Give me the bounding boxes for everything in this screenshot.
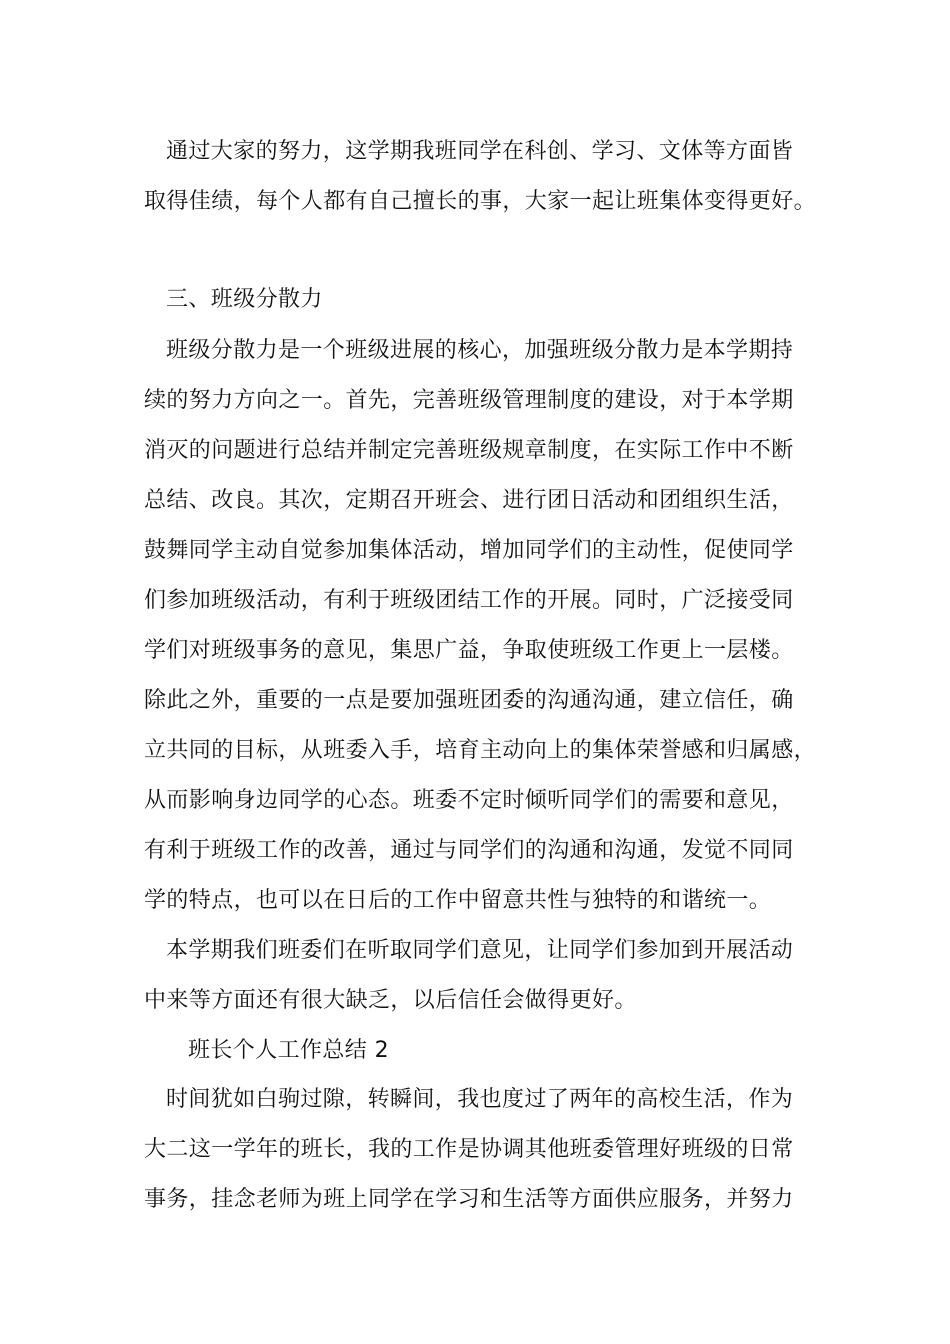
paragraph-line: 鼓舞同学主动自觉参加集体活动，增加同学们的主动性，促使同学 [144, 538, 794, 563]
paragraph-line: 大二这一学年的班长，我的工作是协调其他班委管理好班级的日常 [144, 1137, 794, 1162]
paragraph-line: 学的特点，也可以在日后的工作中留意共性与独特的和谐统一。 [144, 888, 772, 913]
paragraph-line: 立共同的目标，从班委入手，培育主动向上的集体荣誉感和归属感， [144, 738, 817, 763]
paragraph-line: 有利于班级工作的改善，通过与同学们的沟通和沟通，发觉不同同 [144, 838, 794, 863]
paragraph-line: 通过大家的努力，这学期我班同学在科创、学习、文体等方面皆 [166, 139, 794, 164]
paragraph-line: 总结、改良。其次，定期召开班会、进行团日活动和团组织生活， [144, 488, 794, 513]
paragraph-line: 学们对班级事务的意见，集思广益，争取使班级工作更上一层楼。 [144, 638, 794, 663]
paragraph-line: 续的努力方向之一。首先，完善班级管理制度的建设，对于本学期 [144, 388, 794, 413]
paragraph-line: 取得佳绩，每个人都有自己擅长的事，大家一起让班集体变得更好。 [144, 189, 817, 214]
paragraph-line: 时间犹如白驹过隙，转瞬间，我也度过了两年的高校生活，作为 [166, 1087, 794, 1112]
subtitle: 班长个人工作总结 2 [188, 1038, 389, 1063]
paragraph-line: 们参加班级活动，有利于班级团结工作的开展。同时，广泛接受同 [144, 588, 794, 613]
paragraph-line: 班级分散力是一个班级进展的核心，加强班级分散力是本学期持 [166, 338, 794, 363]
paragraph-line: 消灭的问题进行总结并制定完善班级规章制度，在实际工作中不断 [144, 438, 794, 463]
paragraph-line: 从而影响身边同学的心态。班委不定时倾听同学们的需要和意见， [144, 788, 794, 813]
paragraph-line: 中来等方面还有很大缺乏，以后信任会做得更好。 [144, 988, 637, 1013]
paragraph-line: 本学期我们班委们在听取同学们意见，让同学们参加到开展活动 [166, 938, 794, 963]
paragraph-line: 事务，挂念老师为班上同学在学习和生活等方面供应服务，并努力 [144, 1187, 794, 1212]
paragraph-line: 除此之外，重要的一点是要加强班团委的沟通沟通，建立信任，确 [144, 688, 794, 713]
section-heading: 三、班级分散力 [166, 287, 323, 312]
